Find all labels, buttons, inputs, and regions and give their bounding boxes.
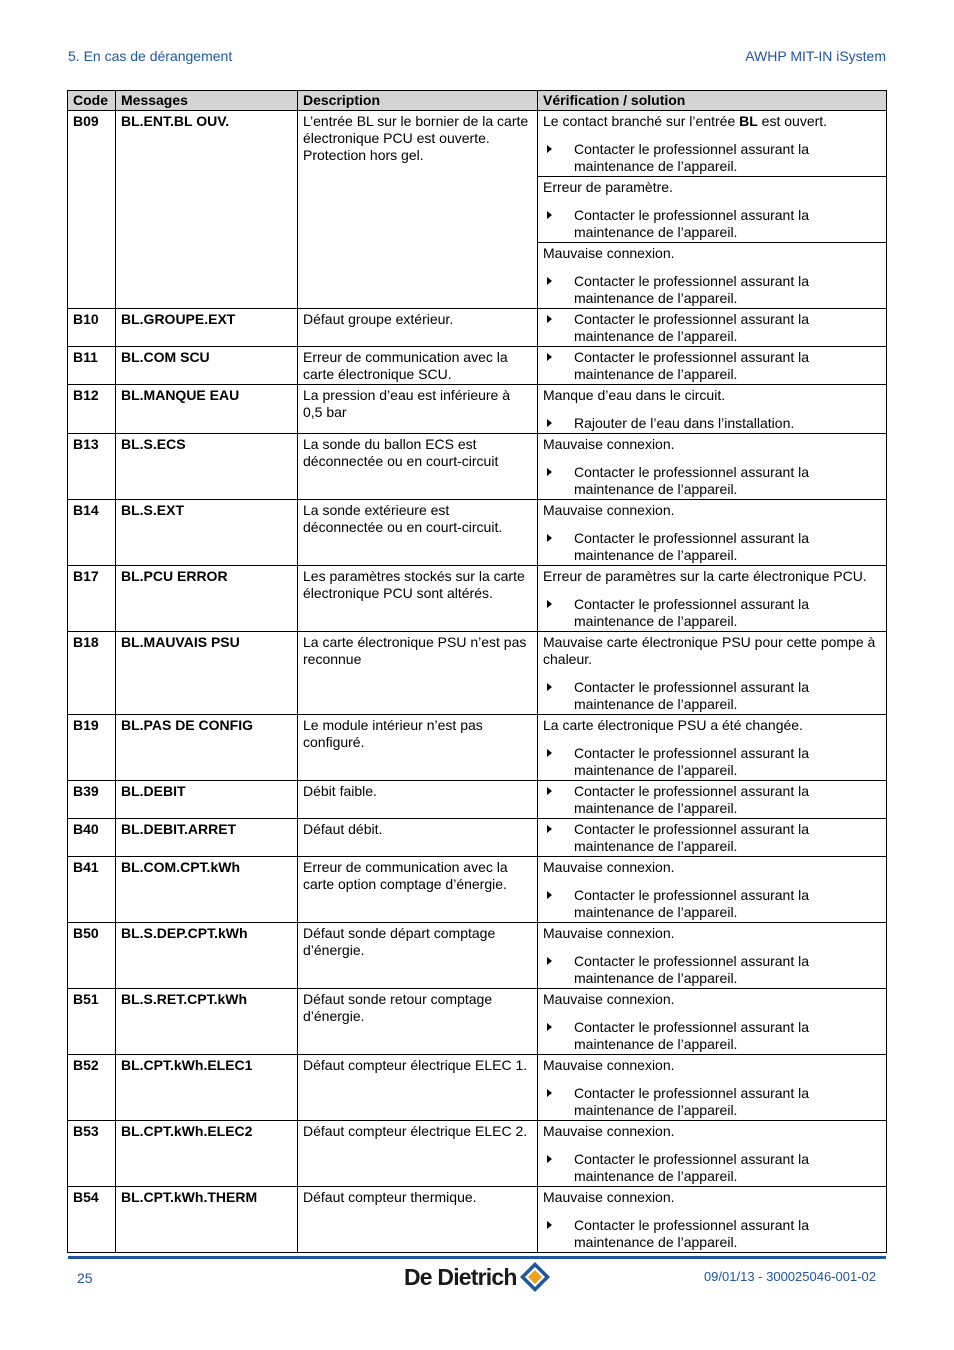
error-message: BL.CPT.kWh.ELEC1 [116, 1055, 298, 1121]
solution-bullet: Rajouter de l’eau dans l’installation. [543, 415, 881, 432]
table-row [68, 1055, 887, 1121]
solution-bullet: Contacter le professionnel assurant la maintenance de l’appareil. [543, 821, 881, 855]
table-row [68, 632, 887, 715]
error-message: BL.DEBIT.ARRET [116, 819, 298, 857]
solution-bullet: Contacter le professionnel assurant la maintenance de l’appareil. [543, 464, 881, 498]
verification-cell [538, 923, 887, 989]
table-row [68, 309, 887, 347]
error-code: B13 [68, 434, 116, 500]
error-code: B53 [68, 1121, 116, 1187]
verification-block [538, 819, 886, 856]
col-header-description: Description [298, 91, 538, 111]
table-row [68, 1187, 887, 1253]
error-description: Défaut débit. [298, 819, 538, 857]
error-message: BL.S.EXT [116, 500, 298, 566]
table-row [68, 434, 887, 500]
col-header-verification: Vérification / solution [538, 91, 887, 111]
verification-block [538, 111, 886, 176]
verification-cell [538, 434, 887, 500]
verification-block [538, 632, 886, 714]
error-code: B17 [68, 566, 116, 632]
verification-cell [538, 819, 887, 857]
verification-block [538, 566, 886, 631]
error-description: Débit faible. [298, 781, 538, 819]
verification-block [538, 385, 886, 433]
problem-text: La carte électronique PSU a été changée. [543, 717, 803, 733]
problem-text: Mauvaise connexion. [543, 1057, 675, 1073]
solution-bullet: Contacter le professionnel assurant la maintenance de l’appareil. [543, 745, 881, 779]
table-row [68, 347, 887, 385]
diamond-logo-icon [518, 1260, 552, 1294]
table-row [68, 715, 887, 781]
verification-block [538, 309, 886, 346]
error-code: B39 [68, 781, 116, 819]
verification-cell [538, 1187, 887, 1253]
error-description: La sonde extérieure est déconnectée ou en court-circuit. [298, 500, 538, 566]
error-description: Erreur de communication avec la carte électronique SCU. [298, 347, 538, 385]
problem-text: Mauvaise connexion. [543, 502, 675, 518]
error-code: B54 [68, 1187, 116, 1253]
solution-bullet: Contacter le professionnel assurant la maintenance de l’appareil. [543, 783, 881, 817]
table-header-row [68, 91, 887, 111]
table-row [68, 1121, 887, 1187]
verification-cell [538, 500, 887, 566]
problem-text: Mauvaise carte électronique PSU pour cette pompe à chaleur. [543, 634, 876, 667]
error-message: BL.MANQUE EAU [116, 385, 298, 434]
error-code: B40 [68, 819, 116, 857]
error-code-table [67, 90, 887, 1253]
verification-block [538, 1055, 886, 1120]
verification-cell [538, 989, 887, 1055]
table-row [68, 500, 887, 566]
error-message: BL.DEBIT [116, 781, 298, 819]
solution-bullet: Contacter le professionnel assurant la maintenance de l’appareil. [543, 207, 881, 241]
solution-bullet: Contacter le professionnel assurant la maintenance de l’appareil. [543, 596, 881, 630]
verification-cell [538, 1055, 887, 1121]
verification-cell [538, 715, 887, 781]
verification-cell [538, 781, 887, 819]
error-message: BL.PAS DE CONFIG [116, 715, 298, 781]
solution-bullet: Contacter le professionnel assurant la maintenance de l’appareil. [543, 349, 881, 383]
problem-text: Erreur de paramètre. [543, 179, 673, 195]
error-code: B50 [68, 923, 116, 989]
error-message: BL.S.DEP.CPT.kWh [116, 923, 298, 989]
solution-bullet: Contacter le professionnel assurant la maintenance de l’appareil. [543, 311, 881, 345]
verification-block [538, 1187, 886, 1252]
table-row [68, 566, 887, 632]
error-description: La sonde du ballon ECS est déconnectée ou en court-circuit [298, 434, 538, 500]
error-code: B10 [68, 309, 116, 347]
error-message: BL.S.ECS [116, 434, 298, 500]
table-row [68, 111, 887, 309]
verification-block [538, 781, 886, 818]
problem-text: Mauvaise connexion. [543, 1189, 675, 1205]
problem-text: Mauvaise connexion. [543, 245, 675, 261]
error-message: BL.PCU ERROR [116, 566, 298, 632]
page-number: 25 [77, 1270, 93, 1286]
footer-rule [68, 1256, 886, 1259]
verification-cell [538, 857, 887, 923]
document-reference: 09/01/13 - 300025046-001-02 [703, 1269, 876, 1284]
problem-text: Mauvaise connexion. [543, 925, 675, 941]
table-body [68, 111, 887, 1253]
error-code: B11 [68, 347, 116, 385]
error-code: B19 [68, 715, 116, 781]
problem-text: Erreur de paramètres sur la carte électronique PCU. [543, 568, 867, 584]
solution-bullet: Contacter le professionnel assurant la maintenance de l’appareil. [543, 273, 881, 307]
error-code: B14 [68, 500, 116, 566]
verification-cell [538, 309, 887, 347]
error-code: B51 [68, 989, 116, 1055]
verification-block [538, 715, 886, 780]
error-message: BL.CPT.kWh.THERM [116, 1187, 298, 1253]
verification-block [538, 347, 886, 384]
table-row [68, 857, 887, 923]
error-message: BL.CPT.kWh.ELEC2 [116, 1121, 298, 1187]
table-row [68, 819, 887, 857]
verification-block [538, 857, 886, 922]
error-description: Le module intérieur n’est pas configuré. [298, 715, 538, 781]
verification-block [538, 434, 886, 499]
brand-logo-text: De Dietrich [404, 1263, 517, 1290]
col-header-code: Code [68, 91, 116, 111]
table-row [68, 923, 887, 989]
error-description: Défaut groupe extérieur. [298, 309, 538, 347]
solution-bullet: Contacter le professionnel assurant la maintenance de l’appareil. [543, 1151, 881, 1185]
error-message: BL.GROUPE.EXT [116, 309, 298, 347]
error-description: Défaut sonde retour comptage d’énergie. [298, 989, 538, 1055]
solution-bullet: Contacter le professionnel assurant la maintenance de l’appareil. [543, 1085, 881, 1119]
error-code: B41 [68, 857, 116, 923]
solution-bullet: Contacter le professionnel assurant la maintenance de l’appareil. [543, 1019, 881, 1053]
product-name: AWHP MIT-IN iSystem [745, 48, 886, 64]
error-code: B09 [68, 111, 116, 309]
solution-bullet: Contacter le professionnel assurant la maintenance de l’appareil. [543, 530, 881, 564]
problem-text: Manque d’eau dans le circuit. [543, 387, 726, 403]
error-message: BL.COM SCU [116, 347, 298, 385]
error-message: BL.S.RET.CPT.kWh [116, 989, 298, 1055]
error-message: BL.COM.CPT.kWh [116, 857, 298, 923]
error-code: B52 [68, 1055, 116, 1121]
verification-cell [538, 566, 887, 632]
verification-cell [538, 632, 887, 715]
verification-block [538, 242, 886, 308]
problem-text: Mauvaise connexion. [543, 1123, 675, 1139]
verification-block [538, 500, 886, 565]
table-row [68, 989, 887, 1055]
verification-cell [538, 1121, 887, 1187]
col-header-messages: Messages [116, 91, 298, 111]
error-description: L’entrée BL sur le bornier de la carte électronique PCU est ouverte. Protection hors gel. [298, 111, 538, 309]
solution-bullet: Contacter le professionnel assurant la maintenance de l’appareil. [543, 1217, 881, 1251]
verification-block [538, 989, 886, 1054]
problem-text: Le contact branché sur l’entrée BL est ouvert. [543, 113, 828, 129]
error-description: Défaut compteur électrique ELEC 1. [298, 1055, 538, 1121]
problem-text: Mauvaise connexion. [543, 859, 675, 875]
error-code: B12 [68, 385, 116, 434]
verification-block [538, 923, 886, 988]
problem-text: Mauvaise connexion. [543, 991, 675, 1007]
error-description: La carte électronique PSU n’est pas reconnue [298, 632, 538, 715]
error-message: BL.ENT.BL OUV. [116, 111, 298, 309]
problem-text: Mauvaise connexion. [543, 436, 675, 452]
verification-block [538, 176, 886, 242]
verification-cell [538, 347, 887, 385]
error-code: B18 [68, 632, 116, 715]
solution-bullet: Contacter le professionnel assurant la maintenance de l’appareil. [543, 953, 881, 987]
error-description: Défaut compteur électrique ELEC 2. [298, 1121, 538, 1187]
verification-cell [538, 385, 887, 434]
table-row [68, 385, 887, 434]
verification-block [538, 1121, 886, 1186]
solution-bullet: Contacter le professionnel assurant la maintenance de l’appareil. [543, 887, 881, 921]
verification-cell [538, 111, 887, 309]
error-description: Les paramètres stockés sur la carte électronique PCU sont altérés. [298, 566, 538, 632]
table-row [68, 781, 887, 819]
solution-bullet: Contacter le professionnel assurant la maintenance de l’appareil. [543, 679, 881, 713]
solution-bullet: Contacter le professionnel assurant la maintenance de l’appareil. [543, 141, 881, 175]
error-message: BL.MAUVAIS PSU [116, 632, 298, 715]
section-title: 5. En cas de dérangement [68, 48, 233, 64]
error-description: Défaut sonde départ comptage d’énergie. [298, 923, 538, 989]
error-description: Défaut compteur thermique. [298, 1187, 538, 1253]
error-description: La pression d’eau est inférieure à 0,5 bar [298, 385, 538, 434]
brand-logo [404, 1260, 552, 1294]
error-description: Erreur de communication avec la carte option comptage d’énergie. [298, 857, 538, 923]
